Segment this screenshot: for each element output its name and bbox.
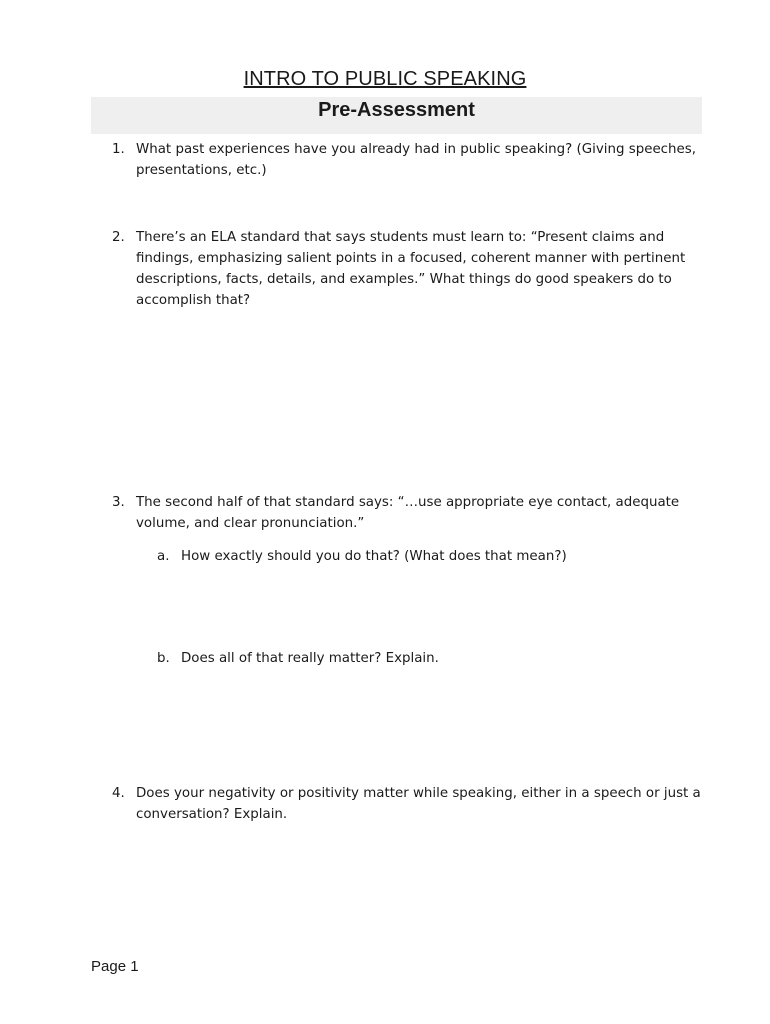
question-number: 2. bbox=[112, 230, 125, 245]
question-1 bbox=[112, 139, 702, 181]
question-2 bbox=[112, 227, 702, 311]
document-title: INTRO TO PUBLIC SPEAKING bbox=[243, 68, 527, 90]
subquestion-letter: b. bbox=[157, 651, 170, 666]
document-subtitle: Pre-Assessment bbox=[318, 99, 475, 121]
page-number: Page 1 bbox=[91, 958, 139, 975]
question-number: 1. bbox=[112, 142, 125, 157]
subquestion-3a bbox=[157, 546, 697, 567]
subquestion-3b bbox=[157, 648, 697, 669]
subquestion-letter: a. bbox=[157, 549, 170, 564]
question-text: What past experiences have you already had in public speaking? (Giving speeches, presentations, etc.) bbox=[136, 142, 697, 178]
question-number: 4. bbox=[112, 786, 125, 801]
subquestion-text: How exactly should you do that? (What does that mean?) bbox=[181, 549, 567, 564]
question-text: The second half of that standard says: “…use appropriate eye contact, adequate volume, and clear pronunciation.” bbox=[136, 495, 680, 531]
question-4 bbox=[112, 783, 702, 825]
question-3 bbox=[112, 492, 702, 534]
question-text: There’s an ELA standard that says students must learn to: “Present claims and findings, emphasizing salient points in a focused, coherent manner with pertinent descriptions, facts, details, and examples.” What things do good speakers do to accomplish that? bbox=[136, 230, 686, 308]
subquestion-text: Does all of that really matter? Explain. bbox=[181, 651, 439, 666]
question-number: 3. bbox=[112, 495, 125, 510]
question-text: Does your negativity or positivity matter while speaking, either in a speech or just a conversation? Explain. bbox=[136, 786, 701, 822]
